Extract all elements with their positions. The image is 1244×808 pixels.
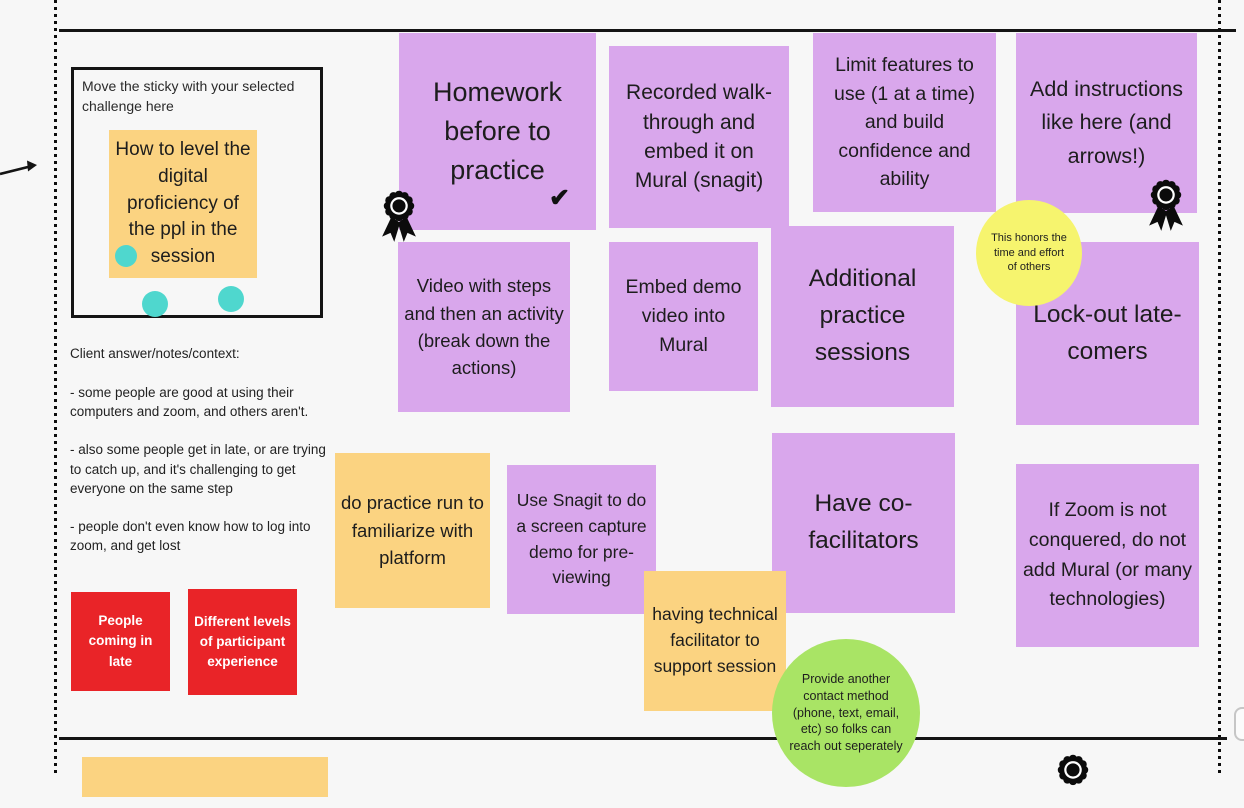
award-ribbon-icon[interactable] [1144, 178, 1188, 233]
sticky-text: Lock-out late-comers [1033, 300, 1182, 365]
teal-dot[interactable] [218, 286, 244, 312]
sticky-text: Recorded walk-through and embed it on Mural (snagit) [626, 81, 772, 193]
client-notes [70, 344, 336, 574]
client-note-item: - also some people get in late, or are trying to catch up, and it's challenging to get everyone on the same step [70, 442, 326, 496]
sticky-additional-practice[interactable] [771, 226, 954, 407]
award-ribbon-icon[interactable] [1051, 753, 1095, 808]
sticky-embed-demo[interactable] [609, 242, 758, 391]
board-border-right [1218, 0, 1221, 773]
sticky-text: Different levels of participant experience [194, 613, 291, 670]
sticky-text: Homework before to practice [432, 76, 563, 186]
circle-contact-method[interactable] [772, 639, 920, 787]
sticky-if-zoom[interactable] [1016, 464, 1199, 647]
circle-text: This honors the time and effort of others [991, 231, 1067, 274]
sticky-text: having technical facilitator to support session [652, 604, 778, 676]
client-note-item: - some people are good at using their computers and zoom, and others aren't. [70, 385, 309, 420]
sticky-text: How to level the digital proficiency of the ppl in the session [115, 138, 251, 268]
client-notes-title: Client answer/notes/context: [70, 346, 240, 361]
sticky-text: People coming in late [88, 613, 153, 669]
sticky-recorded-walkthrough[interactable] [609, 46, 789, 228]
sticky-co-facilitators[interactable] [772, 433, 955, 613]
sticky-text: do practice run to familiarize with platform [341, 491, 484, 569]
sticky-text: Add instructions like here (and arrows!) [1030, 77, 1183, 168]
sticky-bottom-partial[interactable] [82, 757, 328, 797]
sticky-text: Video with steps and then an activity (break down the actions) [404, 275, 564, 379]
sticky-participant-experience[interactable] [188, 589, 297, 695]
sticky-people-coming-in-late[interactable] [71, 592, 170, 691]
sticky-limit-features[interactable] [813, 33, 996, 212]
sticky-text: Additional practice sessions [808, 265, 917, 366]
sticky-homework[interactable] [399, 33, 596, 230]
instruction-label: Move the sticky with your selected challenge here [82, 78, 295, 114]
circle-text: Provide another contact method (phone, text, email, etc) so folks can reach out seperately [789, 671, 903, 754]
sticky-practice-run[interactable] [335, 453, 490, 608]
sticky-use-snagit[interactable] [507, 465, 656, 614]
sticky-text: Embed demo video into Mural [625, 275, 742, 357]
bottom-section-line [59, 737, 1227, 740]
sticky-text: Use Snagit to do a screen capture demo for pre-viewing [516, 490, 647, 588]
sticky-text: Have co-facilitators [808, 490, 919, 554]
sticky-technical-facilitator[interactable] [644, 571, 786, 711]
client-note-item: - people don't even know how to log into zoom, and get lost [70, 518, 311, 554]
left-pointer-arrow-icon [0, 156, 42, 182]
teal-dot[interactable] [115, 245, 137, 267]
top-section-line [59, 29, 1236, 32]
sticky-text: If Zoom is not conquered, do not add Mural (or many technologies) [1022, 499, 1193, 611]
edge-partial-chip [1234, 707, 1244, 741]
board-border-left [54, 0, 57, 773]
teal-dot[interactable] [142, 291, 168, 317]
sticky-text: Limit features to use (1 at a time) and build confidence and ability [834, 53, 975, 191]
award-ribbon-icon[interactable] [377, 189, 421, 244]
circle-honors[interactable] [976, 200, 1082, 306]
sticky-video-with-steps[interactable] [398, 242, 570, 412]
checkmark-icon: ✔ [549, 183, 570, 212]
